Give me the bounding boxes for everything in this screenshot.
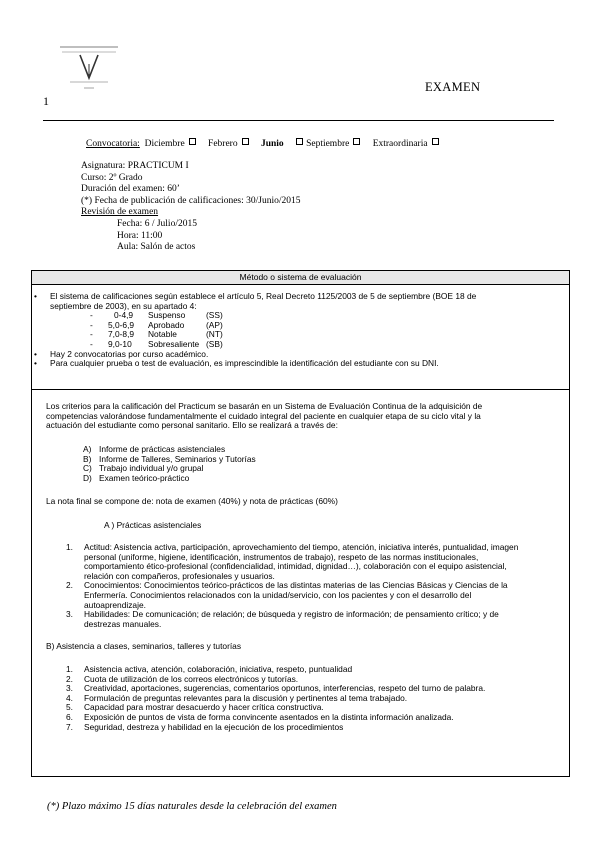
item-number: 6. bbox=[66, 712, 73, 722]
option-junio[interactable]: Junio bbox=[260, 139, 284, 149]
footnote: (*) Plazo máximo 15 días naturales desde la celebración del examen bbox=[47, 801, 337, 812]
item-line: Seguridad, destreza y habilidad en la ejecución de los procedimientos bbox=[84, 721, 344, 732]
grade-code: (AP) bbox=[206, 319, 223, 330]
header-divider bbox=[43, 120, 554, 121]
duracion: Duración del examen: 60’ bbox=[81, 184, 180, 195]
evaluation-system-section bbox=[32, 285, 569, 390]
grade-name: Suspenso bbox=[148, 310, 186, 321]
grade-name: Aprobado bbox=[148, 319, 185, 330]
item-number: 2. bbox=[66, 580, 73, 591]
item-line: relación con compañeros, profesionales y usuarios. bbox=[84, 570, 275, 581]
item-line: Cuota de utilización de los correos electrónicos y tutorías. bbox=[84, 673, 299, 684]
grade-range: 9,0-10 bbox=[108, 339, 132, 349]
revision-fecha: Fecha: 6 / Julio/2015 bbox=[117, 218, 197, 229]
exam-info bbox=[81, 161, 300, 254]
grade-dash-icon: - bbox=[90, 310, 93, 321]
item-number: 2. bbox=[66, 673, 73, 684]
exam-title: EXAMEN bbox=[425, 80, 481, 94]
checkbox-icon[interactable] bbox=[296, 138, 303, 145]
item-number: 7. bbox=[66, 721, 73, 732]
grade-code: (SS) bbox=[206, 310, 223, 321]
intro-line: competencias valorándose fundamentalmente el cuidado integral del paciente en cualquier etapa de su ciclo vital y la bbox=[46, 410, 481, 421]
grade-range: 7,0-8,9 bbox=[108, 329, 135, 340]
item-line: Formulación de preguntas relevantes para la discusión y pertinentes al tema trabajado. bbox=[84, 692, 408, 703]
grade-code: (SB) bbox=[206, 339, 223, 349]
option-septiembre[interactable]: Septiembre bbox=[296, 139, 360, 149]
item-line: Habilidades: De comunicación; de relación; de búsqueda y registro de información; de pensamiento crítico; y de bbox=[84, 609, 499, 620]
section-b-title: B) Asistencia a clases, seminarios, talleres y tutorías bbox=[46, 641, 242, 651]
criteria-section bbox=[32, 390, 569, 776]
checkbox-icon[interactable] bbox=[242, 138, 249, 145]
convocatoria-row bbox=[86, 138, 449, 149]
checkbox-icon[interactable] bbox=[353, 138, 360, 145]
criteria-letter: C) bbox=[83, 463, 92, 474]
nota-final: La nota final se compone de: nota de examen (40%) y nota de prácticas (60%) bbox=[46, 496, 338, 506]
revision-aula: Aula: Salón de actos bbox=[117, 242, 196, 253]
item-line: autoaprendizaje. bbox=[84, 599, 146, 610]
item-line: personal (uniforme, higiene, identificación, instrumentos de trabajo), respeto de las normas institucionales, bbox=[84, 551, 479, 562]
bullet-icon: • bbox=[34, 291, 37, 301]
grade-code: (NT) bbox=[206, 329, 223, 340]
bullet-1-line-2: septiembre de 2003), en su apartado 4: bbox=[50, 300, 197, 311]
intro-line: Los criterios para la calificación del Practicum se basarán en un Sistema de Evaluación Continua de la adquisición de bbox=[46, 401, 483, 411]
grade-range: 5,0-6,9 bbox=[108, 319, 135, 330]
criteria-item: Trabajo individual y/o grupal bbox=[99, 463, 204, 474]
item-line: Capacidad para mostrar desacuerdo y hacer crítica constructiva. bbox=[84, 702, 324, 713]
bullet-1-line-1: El sistema de calificaciones según establece el artículo 5, Real Decreto 1125/2003 de 5 de septiembre (BOE 18 de bbox=[50, 291, 477, 301]
item-line: comportamiento ético-profesional (confidencialidad, intimidad, dignidad…), colaboración con el equipo asistencial, bbox=[84, 561, 507, 572]
grade-name: Notable bbox=[148, 329, 177, 340]
item-line: Exposición de puntos de vista de forma convincente asentados en la distinta información analizada. bbox=[84, 712, 454, 722]
grade-range: 0-4,9 bbox=[114, 310, 134, 321]
grade-dash-icon: - bbox=[90, 339, 93, 349]
criteria-letter: B) bbox=[83, 453, 92, 464]
checkbox-icon[interactable] bbox=[189, 138, 196, 145]
page-number: 1 bbox=[43, 94, 49, 108]
item-number: 1. bbox=[66, 664, 73, 674]
item-line: Creatividad, aportaciones, sugerencias, comentarios oportunos, interferencias, respeto del turno de palabra. bbox=[84, 683, 486, 694]
intro-line: actuación del estudiante como personal sanitario. Ello se realizará a través de: bbox=[46, 420, 338, 431]
bullet-2: Hay 2 convocatorias por curso académico. bbox=[50, 348, 209, 359]
grade-dash-icon: - bbox=[90, 329, 93, 340]
criteria-item: Informe de prácticas asistenciales bbox=[99, 444, 226, 454]
option-febrero[interactable]: Febrero bbox=[208, 139, 249, 149]
criteria-item: Informe de Talleres, Seminarios y Tutorías bbox=[99, 453, 256, 464]
item-number: 3. bbox=[66, 683, 73, 694]
item-line: Conocimientos: Conocimientos teórico-prácticos de las distintas materias de las Ciencias Básicas y Ciencias de la bbox=[84, 580, 508, 591]
asignatura: Asignatura: PRACTICUM I bbox=[81, 161, 189, 171]
item-number: 5. bbox=[66, 702, 73, 713]
criteria-letter: A) bbox=[83, 444, 92, 454]
item-number: 3. bbox=[66, 609, 73, 620]
grade-name: Sobresaliente bbox=[148, 339, 200, 349]
bullet-icon: • bbox=[34, 358, 37, 369]
university-logo bbox=[58, 44, 122, 94]
grade-dash-icon: - bbox=[90, 319, 93, 330]
criteria-letter: D) bbox=[83, 472, 92, 483]
bullet-3: Para cualquier prueba o test de evaluación, es imprescindible la identificación del estudiante con su DNI. bbox=[50, 358, 439, 369]
option-extraordinaria[interactable]: Extraordinaria bbox=[373, 139, 439, 149]
evaluation-table bbox=[31, 270, 570, 777]
bullet-icon: • bbox=[34, 348, 37, 359]
item-line: Asistencia activa, atención, colaboración, iniciativa, respeto, puntualidad bbox=[84, 664, 353, 674]
item-number: 4. bbox=[66, 692, 73, 703]
fecha-publicacion: (*) Fecha de publicación de calificaciones: 30/Junio/2015 bbox=[81, 195, 301, 206]
curso: Curso: 2º Grado bbox=[81, 172, 143, 183]
convocatoria-label: Convocatoria: bbox=[86, 139, 140, 149]
item-number: 1. bbox=[66, 542, 73, 552]
section-a-title: A ) Prácticas asistenciales bbox=[104, 520, 202, 530]
item-line: Enfermería. Conocimientos relacionados con la unidad/servicio, con los pacientes y con el desarrollo del bbox=[84, 590, 472, 600]
item-line: destrezas manuales. bbox=[84, 618, 162, 629]
table-heading: Método o sistema de evaluación bbox=[32, 271, 569, 285]
option-diciembre[interactable]: Diciembre bbox=[145, 139, 196, 149]
item-line: Actitud: Asistencia activa, participación, aprovechamiento del tiempo, atención, iniciativa interés, puntualidad, imagen bbox=[84, 542, 519, 552]
revision-hora: Hora: 11:00 bbox=[117, 230, 163, 241]
criteria-item: Examen teórico-práctico bbox=[99, 472, 190, 483]
revision-label: Revisión de examen bbox=[81, 207, 159, 218]
checkbox-icon[interactable] bbox=[432, 138, 439, 145]
